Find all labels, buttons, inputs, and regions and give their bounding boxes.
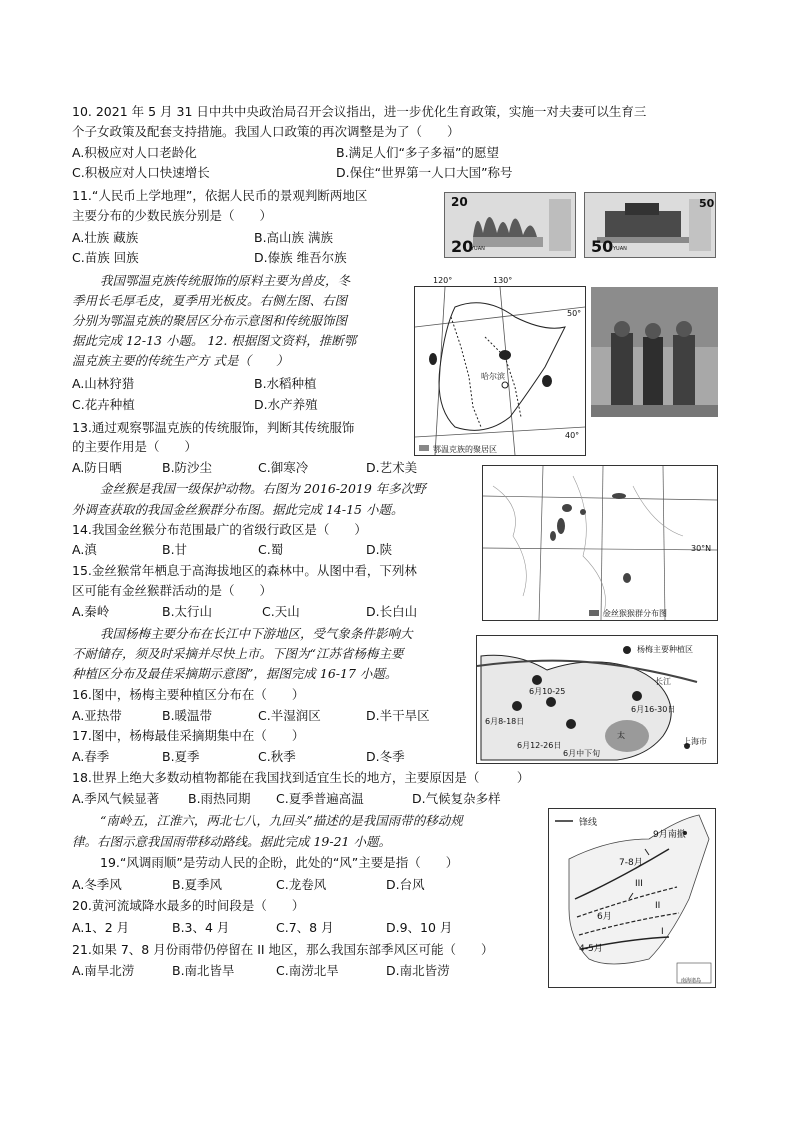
q21-option-a: A.南旱北涝 (72, 963, 135, 978)
map4-legend-front: 锋线 (579, 818, 598, 828)
q20-stem: 20.黄河流域降水最多的时间段是（ ） (72, 898, 305, 913)
q17-option-c: C.秋季 (258, 749, 296, 764)
q11-stem-line1: 11.“人民币上学地理”，依据人民币的景观判断两地区 (72, 188, 368, 203)
bayberry-map-drawing (477, 636, 717, 763)
map3-lake-label: 太 (617, 731, 625, 740)
map4-label-sep: 9月南撤 (653, 830, 686, 840)
q10-stem-line1: 10. 2021 年 5 月 31 日中共中央政治局召开会议指出，进一步优化生育政策，实施一对夫妻可以生育三 (72, 104, 647, 119)
passage3-line1: 我国杨梅主要分布在长江中下游地区，受气象条件影响大 (100, 626, 413, 641)
q17-option-a: A.春季 (72, 749, 110, 764)
map1-lat-50: 50° (567, 309, 582, 318)
map1-city-harbin: 哈尔滨 (481, 372, 505, 381)
map1-lat-40: 40° (565, 431, 580, 440)
q15-stem-line1: 15.金丝猴常年栖息于高海拔地区的森林中。从图中看，下列林 (72, 563, 417, 578)
map3-date-3: 6月8-18日 (485, 717, 525, 726)
q17-stem: 17.图中，杨梅最佳采摘期集中在（ ） (72, 728, 305, 743)
passage3-line3: 种植区分布及最佳采摘期示意图”，据图完成 16-17 小题。 (72, 666, 398, 681)
passage3-line2: 不耐储存，须及时采摘并尽快上市。下图为“江苏省杨梅主要 (72, 646, 404, 661)
ewenki-distribution-map (414, 276, 586, 456)
passage1-line1: 我国鄂温克族传统服饰的原料主要为兽皮，冬 (100, 273, 351, 288)
q13-option-c: C.御寒冷 (258, 460, 309, 475)
q16-stem: 16.图中，杨梅主要种植区分布在（ ） (72, 687, 305, 702)
ewenki-costume-photo (591, 287, 718, 417)
passage2-line1: 金丝猴是我国一级保护动物。右图为 2016-2019 年多次野 (100, 481, 426, 496)
note1-value-top: 20 (451, 195, 468, 209)
golden-monkey-map-drawing (483, 466, 717, 620)
passage1-line3: 分别为鄂温克族的聚居区分布示意图和传统服饰图 (72, 313, 348, 328)
q20-option-c: C.7、8 月 (276, 920, 334, 935)
map4-label-jul-aug: 7-8月 (619, 858, 643, 868)
map1-lon-130: 130° (493, 276, 513, 285)
rain-belt-map-drawing (549, 809, 715, 987)
bayberry-planting-map (476, 635, 718, 764)
q21-option-d: D.南北皆涝 (386, 963, 450, 978)
q16-option-c: C.半湿润区 (258, 708, 321, 723)
q16-option-a: A.亚热带 (72, 708, 122, 723)
q12-option-c: C.花卉种植 (72, 397, 135, 412)
q19-stem: 19.“风调雨顺”是劳动人民的企盼，此处的“风”主要是指（ ） (100, 855, 459, 870)
q19-option-b: B.夏季风 (172, 877, 223, 892)
q14-stem: 14.我国金丝猴分布范围最广的省级行政区是（ ） (72, 522, 367, 537)
map4-region-2: II (655, 901, 661, 911)
q20-option-d: D.9、10 月 (386, 920, 453, 935)
map3-date-2: 6月16-30日 (631, 705, 676, 714)
note2-value: 50 (591, 237, 614, 256)
map1-legend: 鄂温克族的聚居区 (433, 445, 497, 454)
q18-option-a: A.季风气候显著 (72, 791, 160, 806)
q14-option-c: C.蜀 (258, 542, 284, 557)
map4-label-apr-may: 4-5月 (579, 944, 603, 954)
q10-option-a: A.积极应对人口老龄化 (72, 145, 197, 160)
q15-stem-line2: 区可能有金丝猴群活动的是（ ） (72, 583, 273, 598)
map3-date-1: 6月10-25 (529, 687, 566, 696)
q12-option-d: D.水产养殖 (254, 397, 318, 412)
q19-option-a: A.冬季风 (72, 877, 122, 892)
q21-option-b: B.南北皆旱 (172, 963, 235, 978)
note2-unit: YUAN (613, 246, 627, 252)
q11-option-c: C.苗族 回族 (72, 250, 139, 265)
q11-option-d: D.傣族 维吾尔族 (254, 250, 347, 265)
passage2-line2: 外调查获取的我国金丝猴群分布图。据此完成 14-15 小题。 (72, 502, 404, 517)
golden-monkey-map (482, 465, 718, 621)
passage1-line2: 季用长毛厚毛皮，夏季用光板皮。右侧左图、右图 (72, 293, 348, 308)
q18-option-d: D.气候复杂多样 (412, 791, 501, 806)
q21-option-c: C.南涝北旱 (276, 963, 339, 978)
q14-option-a: A.滇 (72, 542, 97, 557)
note2-value-top: 50 (699, 197, 715, 210)
map1-lon-120: 120° (433, 276, 453, 285)
q21-stem: 21.如果 7、8 月份雨带仍停留在 II 地区，那么我国东部季风区可能（ ） (72, 942, 494, 957)
q15-option-c: C.天山 (262, 604, 300, 619)
map3-legend: 杨梅主要种植区 (637, 645, 693, 654)
q18-option-c: C.夏季普遍高温 (276, 791, 364, 806)
q14-option-d: D.陕 (366, 542, 393, 557)
map4-label-jun: 6月 (597, 912, 612, 922)
passage1-line5: 温克族主要的传统生产方 式是（ ） (72, 353, 289, 368)
map3-river-label: 长江 (655, 677, 671, 686)
q15-option-a: A.秦岭 (72, 604, 110, 619)
map2-legend: 金丝猴猴群分布图 (603, 609, 667, 618)
map3-date-5: 6月中下旬 (563, 749, 601, 758)
q19-option-c: C.龙卷风 (276, 877, 327, 892)
banknote-50-yuan (584, 192, 716, 258)
q17-option-d: D.冬季 (366, 749, 405, 764)
map3-date-4: 6月12-26日 (517, 741, 562, 750)
q12-option-b: B.水稻种植 (254, 376, 317, 391)
q10-stem-line2: 个子女政策及配套支持措施。我国人口政策的再次调整是为了（ ） (72, 124, 460, 139)
q13-stem-line1: 13.通过观察鄂温克族的传统服饰，判断其传统服饰 (72, 420, 355, 435)
note1-value: 20 (451, 237, 474, 256)
passage4-line2: 律。右图示意我国雨带移动路线。据此完成 19-21 小题。 (72, 834, 391, 849)
map4-region-1: I (661, 927, 664, 937)
q18-option-b: B.雨热同期 (188, 791, 251, 806)
costume-photo-image (591, 287, 718, 417)
q13-stem-line2: 的主要作用是（ ） (72, 439, 198, 454)
q10-option-c: C.积极应对人口快速增长 (72, 165, 210, 180)
map4-inset-label: 南海诸岛 (681, 978, 702, 984)
q11-option-b: B.高山族 满族 (254, 230, 334, 245)
q17-option-b: B.夏季 (162, 749, 200, 764)
q11-stem-line2: 主要分布的少数民族分别是（ ） (72, 208, 273, 223)
q13-option-d: D.艺术美 (366, 460, 418, 475)
passage1-line4: 据此完成 12-13 小题。 12. 根据图文资料，推断鄂 (72, 333, 357, 348)
q15-option-b: B.太行山 (162, 604, 213, 619)
q10-option-d: D.保住“世界第一人口大国”称号 (336, 165, 513, 180)
q13-option-a: A.防日晒 (72, 460, 122, 475)
q12-option-a: A.山林狩猎 (72, 376, 135, 391)
q18-stem: 18.世界上绝大多数动植物都能在我国找到适宜生长的地方，主要原因是（ ） (72, 770, 530, 785)
q11-option-a: A.壮族 藏族 (72, 230, 139, 245)
banknote-20-yuan (444, 192, 576, 258)
q20-option-a: A.1、2 月 (72, 920, 130, 935)
q19-option-d: D.台风 (386, 877, 425, 892)
q16-option-b: B.暖温带 (162, 708, 213, 723)
map3-city-shanghai: 上海市 (683, 737, 707, 746)
note1-unit: YUAN (471, 246, 485, 252)
q16-option-d: D.半干旱区 (366, 708, 430, 723)
map4-region-3: III (635, 879, 643, 889)
q14-option-b: B.甘 (162, 542, 188, 557)
q20-option-b: B.3、4 月 (172, 920, 230, 935)
q15-option-d: D.长白山 (366, 604, 418, 619)
map2-lat-30n: 30°N (691, 544, 712, 553)
rain-belt-map (548, 808, 716, 988)
q10-option-b: B.满足人们“多子多福”的愿望 (336, 145, 500, 160)
passage4-line1: “南岭五，江淮六，两北七八，九回头”描述的是我国雨带的移动规 (100, 813, 463, 828)
q13-option-b: B.防沙尘 (162, 460, 213, 475)
